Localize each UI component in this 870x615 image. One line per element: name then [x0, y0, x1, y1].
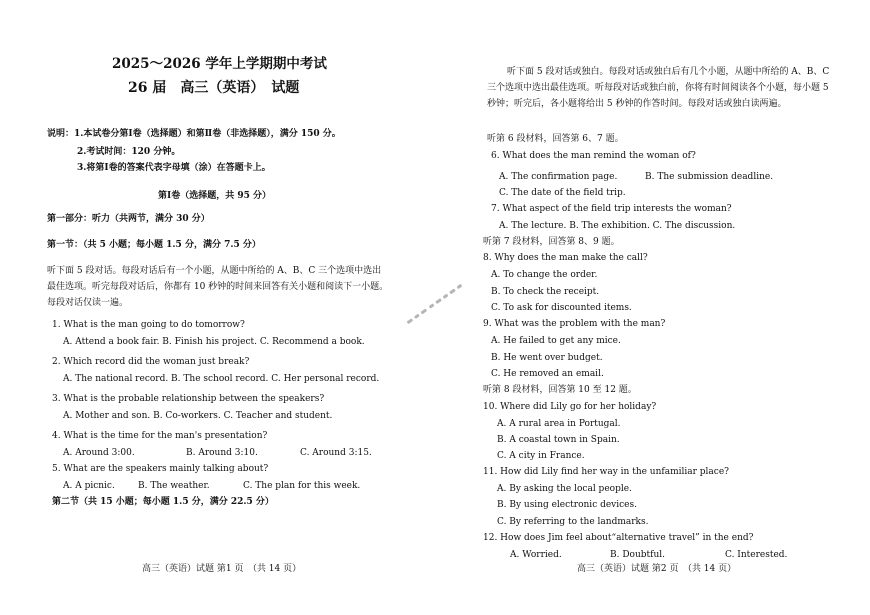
page-2-footer: 高三（英语）试题 第2 页 （共 14 页） — [577, 564, 737, 574]
question-10-option-c: C. A city in France. — [497, 451, 585, 461]
question-9-stem: 9. What was the problem with the man? — [483, 319, 666, 329]
section-2-heading: 第二节（共 15 小题；每小题 1.5 分，满分 22.5 分） — [52, 497, 274, 507]
question-12-option-c: C. Interested. — [725, 550, 788, 560]
question-1-options: A. Attend a book fair. B. Finish his project. C. Recommend a book. — [63, 337, 365, 347]
question-4-stem: 4. What is the time for the man's presentation? — [52, 431, 268, 441]
question-5-option-c: C. The plan for this week. — [243, 481, 361, 491]
question-9-option-b: B. He went over budget. — [491, 353, 603, 363]
exam-page-2 — [435, 0, 870, 615]
question-12-stem: 12. How does Jim feel about“alternative travel” in the end? — [483, 533, 754, 543]
question-8-option-c: C. To ask for discounted items. — [491, 303, 632, 313]
question-12-option-b: B. Doubtful. — [610, 550, 666, 560]
question-4-option-a: A. Around 3:00. — [63, 448, 135, 458]
question-8-option-b: B. To check the receipt. — [491, 287, 600, 297]
question-5-stem: 5. What are the speakers mainly talking about? — [52, 464, 269, 474]
question-11-option-a: A. By asking the local people. — [497, 484, 632, 494]
question-1-stem: 1. What is the man going to do tomorrow? — [52, 320, 245, 330]
question-4-option-c: C. Around 3:15. — [300, 448, 372, 458]
question-11-option-c: C. By referring to the landmarks. — [497, 517, 649, 527]
material-7-label: 听第 7 段材料，回答第 8、9 题。 — [483, 237, 620, 247]
question-10-option-a: A. A rural area in Portugal. — [497, 419, 621, 429]
watermark-stamp — [395, 268, 475, 338]
section-2-instructions: 听下面 5 段对话或独白。每段对话或独白后有几个小题，从题中所给的 A、B、C 三个选项中选出最佳选项。听每段对话或独白前，你将有时间阅读各个小题，每小题 5 秒钟；听完后，各小题将给出 5 秒钟的作答时间。每段对话或独白读两遍。 — [487, 67, 830, 109]
question-5-option-b: B. The weather. — [138, 481, 210, 491]
part-1-heading: 第一部分：听力（共两节，满分 30 分） — [47, 214, 210, 224]
question-6-option-a: A. The confirmation page. — [499, 172, 618, 182]
question-2-options: A. The national record. B. The school record. C. Her personal record. — [63, 374, 380, 384]
exam-title: 2025～2026 学年上学期期中考试 — [112, 56, 327, 72]
question-10-stem: 10. Where did Lily go for her holiday? — [483, 402, 657, 412]
exam-subtitle: 26 届 高三（英语） 试题 — [128, 80, 300, 96]
material-8-label: 听第 8 段材料，回答第 10 至 12 题。 — [483, 385, 637, 395]
question-10-option-b: B. A coastal town in Spain. — [497, 435, 620, 445]
section-1-heading: 第一节：（共 5 小题；每小题 1.5 分，满分 7.5 分） — [47, 240, 261, 250]
question-6-option-b: B. The submission deadline. — [645, 172, 774, 182]
material-6-label: 听第 6 段材料，回答第 6、7 题。 — [487, 134, 624, 144]
question-7-options: A. The lecture. B. The exhibition. C. The discussion. — [499, 221, 736, 231]
question-3-stem: 3. What is the probable relationship between the speakers? — [52, 394, 325, 404]
question-12-option-a: A. Worried. — [510, 550, 562, 560]
question-3-options: A. Mother and son. B. Co-workers. C. Teacher and student. — [63, 411, 333, 421]
note-1: 说明：1.本试卷分第Ⅰ卷（选择题）和第Ⅱ卷（非选择题），满分 150 分。 — [47, 129, 341, 139]
question-6-stem: 6. What does the man remind the woman of? — [491, 151, 696, 161]
question-9-option-a: A. He failed to get any mice. — [491, 336, 621, 346]
section-1-instructions: 听下面 5 段对话。每段对话后有一个小题，从题中所给的 A、B、C 三个选项中选出最佳选项。听完每段对话后，你都有 10 秒钟的时间来回答有关小题和阅读下一小题。每段对话仅读一遍。 — [47, 266, 389, 308]
question-8-option-a: A. To change the order. — [491, 270, 598, 280]
question-11-stem: 11. How did Lily find her way in the unfamiliar place? — [483, 467, 729, 477]
question-9-option-c: C. He removed an email. — [491, 369, 604, 379]
note-3: 3.将第Ⅰ卷的答案代表字母填（涂）在答题卡上。 — [77, 163, 271, 173]
question-11-option-b: B. By using electronic devices. — [497, 500, 637, 510]
page-1-footer: 高三（英语）试题 第1 页 （共 14 页） — [142, 564, 302, 574]
question-2-stem: 2. Which record did the woman just break? — [52, 357, 250, 367]
question-7-stem: 7. What aspect of the field trip interests the woman? — [491, 204, 732, 214]
question-8-stem: 8. Why does the man make the call? — [483, 253, 648, 263]
note-2: 2.考试时间：120 分钟。 — [77, 147, 181, 157]
question-4-option-b: B. Around 3:10. — [186, 448, 258, 458]
volume-1-heading: 第Ⅰ卷（选择题，共 95 分） — [158, 191, 272, 201]
question-5-option-a: A. A picnic. — [63, 481, 115, 491]
question-6-option-c: C. The date of the field trip. — [499, 188, 626, 198]
